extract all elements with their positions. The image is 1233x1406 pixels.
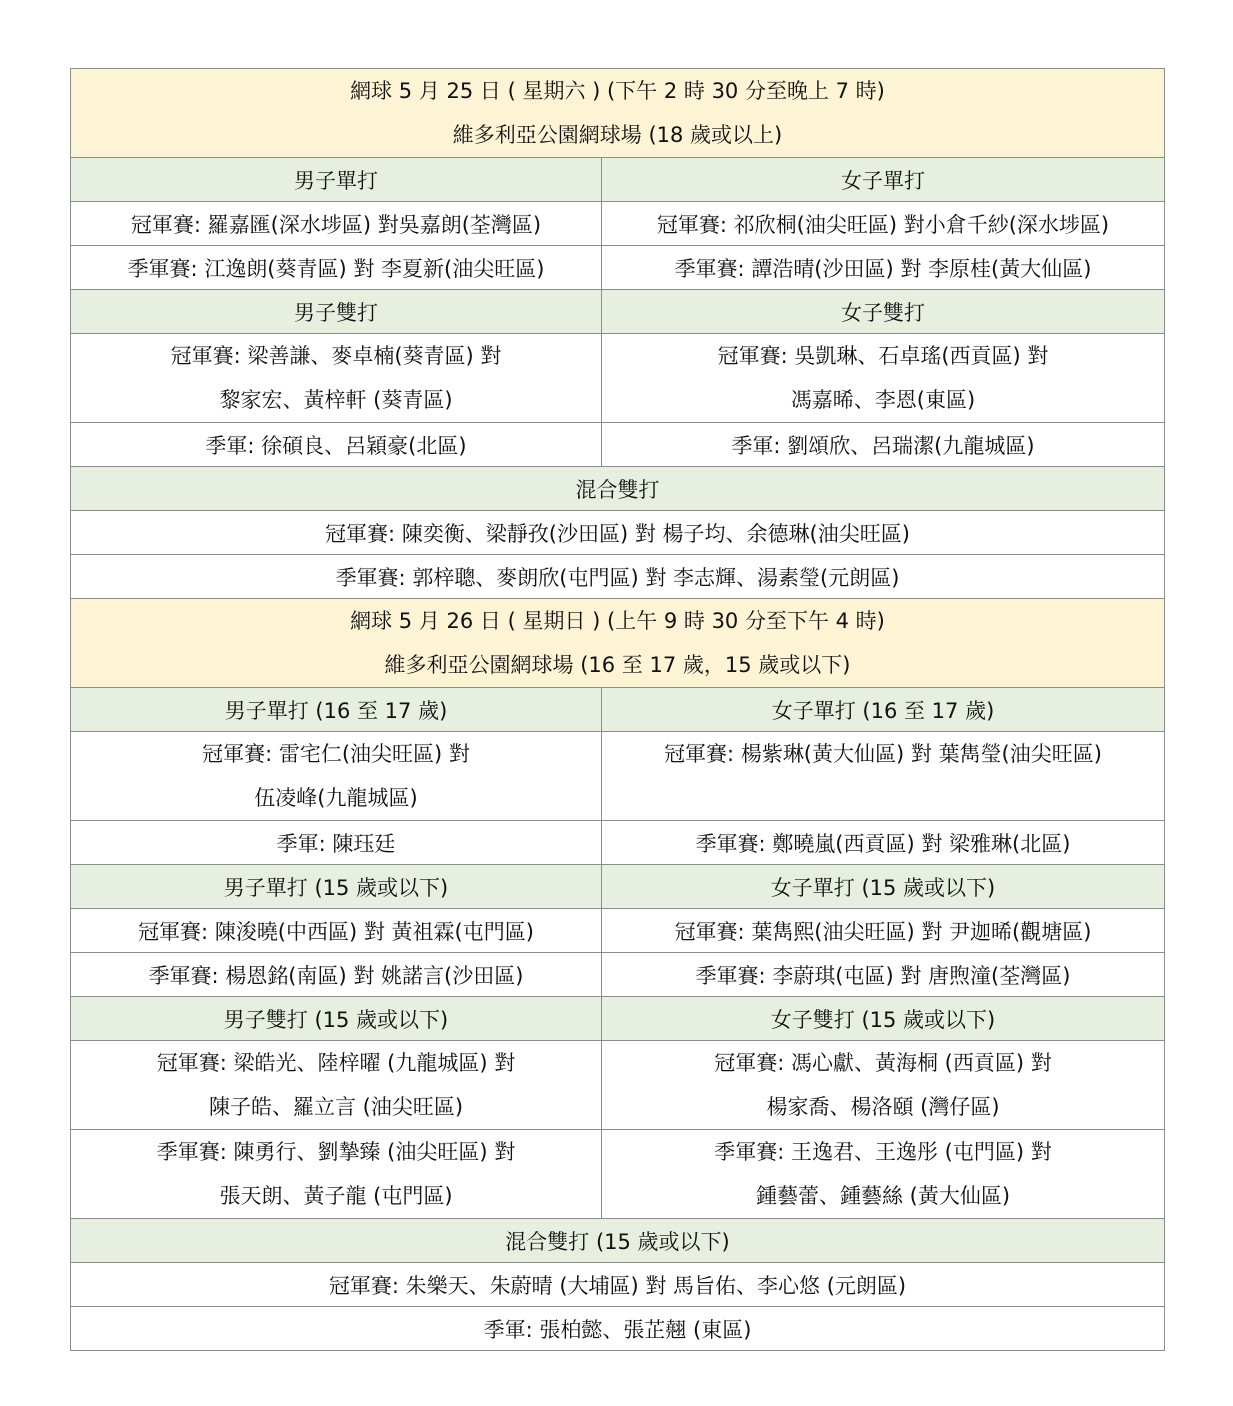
table-row bbox=[71, 1263, 1165, 1307]
mens-doubles-u15-third bbox=[71, 1130, 602, 1219]
mens-singles-1617-final-line1: 冠軍賽: 雷宅仁(油尖旺區) 對 bbox=[202, 742, 470, 766]
mens-doubles-final bbox=[71, 334, 602, 423]
table-row bbox=[71, 423, 1165, 467]
category-row bbox=[71, 865, 1165, 909]
womens-doubles-u15-third bbox=[602, 1130, 1165, 1219]
mens-doubles-third: 季軍: 徐碩良、呂穎豪(北區) bbox=[71, 423, 602, 467]
mens-doubles-title: 男子雙打 bbox=[71, 290, 602, 334]
womens-doubles-u15-final-line1: 冠軍賽: 馮心獻、黃海桐 (西貢區) 對 bbox=[714, 1051, 1052, 1075]
category-row bbox=[71, 158, 1165, 202]
mens-singles-u15-third: 季軍賽: 楊恩銘(南區) 對 姚諾言(沙田區) bbox=[71, 953, 602, 997]
mens-singles-final: 冠軍賽: 羅嘉匯(深水埗區) 對吳嘉朗(荃灣區) bbox=[71, 202, 602, 246]
results-table bbox=[70, 68, 1165, 1351]
table-row bbox=[71, 1307, 1165, 1351]
mens-singles-1617-final-line2: 伍凌峰(九龍城區) bbox=[254, 786, 418, 810]
womens-doubles-third: 季軍: 劉頌欣、呂瑞潔(九龍城區) bbox=[602, 423, 1165, 467]
womens-singles-third: 季軍賽: 譚浩晴(沙田區) 對 李原桂(黃大仙區) bbox=[602, 246, 1165, 290]
table-row bbox=[71, 909, 1165, 953]
day2-header-venue: 維多利亞公園網球場 (16 至 17 歲，15 歲或以下) bbox=[384, 653, 851, 677]
womens-singles-1617-final-line1: 冠軍賽: 楊紫琳(黃大仙區) 對 葉雋瑩(油尖旺區) bbox=[664, 742, 1102, 766]
table-row bbox=[71, 246, 1165, 290]
mens-singles-u15-final: 冠軍賽: 陳浚曉(中西區) 對 黃祖霖(屯門區) bbox=[71, 909, 602, 953]
category-row bbox=[71, 290, 1165, 334]
day2-header-title: 網球 5 月 26 日 ( 星期日 ) (上午 9 時 30 分至下午 4 時) bbox=[350, 609, 885, 633]
day1-header-venue: 維多利亞公園網球場 (18 歲或以上) bbox=[452, 123, 783, 147]
day2-header-row bbox=[71, 599, 1165, 688]
womens-doubles-u15-third-line1: 季軍賽: 王逸君、王逸彤 (屯門區) 對 bbox=[714, 1140, 1052, 1164]
category-row bbox=[71, 1219, 1165, 1263]
mens-doubles-u15-final bbox=[71, 1041, 602, 1130]
mixed-doubles-u15-third: 季軍: 張柏懿、張芷翹 (東區) bbox=[71, 1307, 1165, 1351]
womens-doubles-final-line1: 冠軍賽: 吳凱琳、石卓瑤(西貢區) 對 bbox=[717, 344, 1049, 368]
table-row bbox=[71, 821, 1165, 865]
womens-doubles-title: 女子雙打 bbox=[602, 290, 1165, 334]
mens-doubles-u15-final-line2: 陳子皓、羅立言 (油尖旺區) bbox=[208, 1095, 464, 1119]
table-row bbox=[71, 1041, 1165, 1130]
mens-doubles-final-line1: 冠軍賽: 梁善謙、麥卓楠(葵青區) 對 bbox=[170, 344, 502, 368]
category-row bbox=[71, 997, 1165, 1041]
table-row bbox=[71, 511, 1165, 555]
womens-singles-u15-title: 女子單打 (15 歲或以下) bbox=[602, 865, 1165, 909]
womens-singles-1617-title: 女子單打 (16 至 17 歲) bbox=[602, 688, 1165, 732]
table-row bbox=[71, 1130, 1165, 1219]
womens-singles-title: 女子單打 bbox=[602, 158, 1165, 202]
mixed-doubles-final: 冠軍賽: 陳奕衡、梁靜孜(沙田區) 對 楊子均、余德琳(油尖旺區) bbox=[71, 511, 1165, 555]
table-row bbox=[71, 334, 1165, 423]
category-row bbox=[71, 688, 1165, 732]
mens-singles-title: 男子單打 bbox=[71, 158, 602, 202]
day2-header bbox=[71, 599, 1165, 688]
day1-header bbox=[71, 69, 1165, 158]
mens-singles-1617-final bbox=[71, 732, 602, 821]
mens-doubles-u15-third-line2: 張天朗、黃子龍 (屯門區) bbox=[219, 1184, 453, 1208]
mens-singles-1617-title: 男子單打 (16 至 17 歲) bbox=[71, 688, 602, 732]
womens-singles-final: 冠軍賽: 祁欣桐(油尖旺區) 對小倉千紗(深水埗區) bbox=[602, 202, 1165, 246]
womens-doubles-u15-title: 女子雙打 (15 歲或以下) bbox=[602, 997, 1165, 1041]
mixed-doubles-third: 季軍賽: 郭梓聰、麥朗欣(屯門區) 對 李志輝、湯素瑩(元朗區) bbox=[71, 555, 1165, 599]
table-row bbox=[71, 953, 1165, 997]
mens-singles-1617-third: 季軍: 陳珏廷 bbox=[71, 821, 602, 865]
table-row bbox=[71, 732, 1165, 821]
mixed-doubles-title: 混合雙打 bbox=[71, 467, 1165, 511]
day1-header-row bbox=[71, 69, 1165, 158]
category-row bbox=[71, 467, 1165, 511]
table-row bbox=[71, 555, 1165, 599]
womens-singles-u15-final: 冠軍賽: 葉雋熙(油尖旺區) 對 尹迦晞(觀塘區) bbox=[602, 909, 1165, 953]
mens-doubles-u15-third-line1: 季軍賽: 陳勇行、劉摯臻 (油尖旺區) 對 bbox=[156, 1140, 516, 1164]
table-row bbox=[71, 202, 1165, 246]
womens-doubles-u15-final bbox=[602, 1041, 1165, 1130]
mens-doubles-u15-title: 男子雙打 (15 歲或以下) bbox=[71, 997, 602, 1041]
day1-header-title: 網球 5 月 25 日 ( 星期六 ) (下午 2 時 30 分至晚上 7 時) bbox=[350, 79, 885, 103]
mixed-doubles-u15-final: 冠軍賽: 朱樂天、朱蔚晴 (大埔區) 對 馬旨佑、李心悠 (元朗區) bbox=[71, 1263, 1165, 1307]
womens-singles-u15-third: 季軍賽: 李蔚琪(屯區) 對 唐煦潼(荃灣區) bbox=[602, 953, 1165, 997]
mens-doubles-u15-final-line1: 冠軍賽: 梁皓光、陸梓曜 (九龍城區) 對 bbox=[156, 1051, 516, 1075]
mixed-doubles-u15-title: 混合雙打 (15 歲或以下) bbox=[71, 1219, 1165, 1263]
womens-doubles-u15-final-line2: 楊家喬、楊洛頤 (灣仔區) bbox=[766, 1095, 1000, 1119]
womens-doubles-u15-third-line2: 鍾藝蕾、鍾藝絲 (黃大仙區) bbox=[755, 1184, 1011, 1208]
mens-singles-third: 季軍賽: 江逸朗(葵青區) 對 李夏新(油尖旺區) bbox=[71, 246, 602, 290]
womens-singles-1617-final bbox=[602, 732, 1165, 821]
mens-singles-u15-title: 男子單打 (15 歲或以下) bbox=[71, 865, 602, 909]
womens-doubles-final-line2: 馮嘉晞、李恩(東區) bbox=[790, 388, 976, 412]
womens-singles-1617-third: 季軍賽: 鄭曉嵐(西貢區) 對 梁雅琳(北區) bbox=[602, 821, 1165, 865]
womens-doubles-final bbox=[602, 334, 1165, 423]
mens-doubles-final-line2: 黎家宏、黃梓軒 (葵青區) bbox=[219, 388, 453, 412]
